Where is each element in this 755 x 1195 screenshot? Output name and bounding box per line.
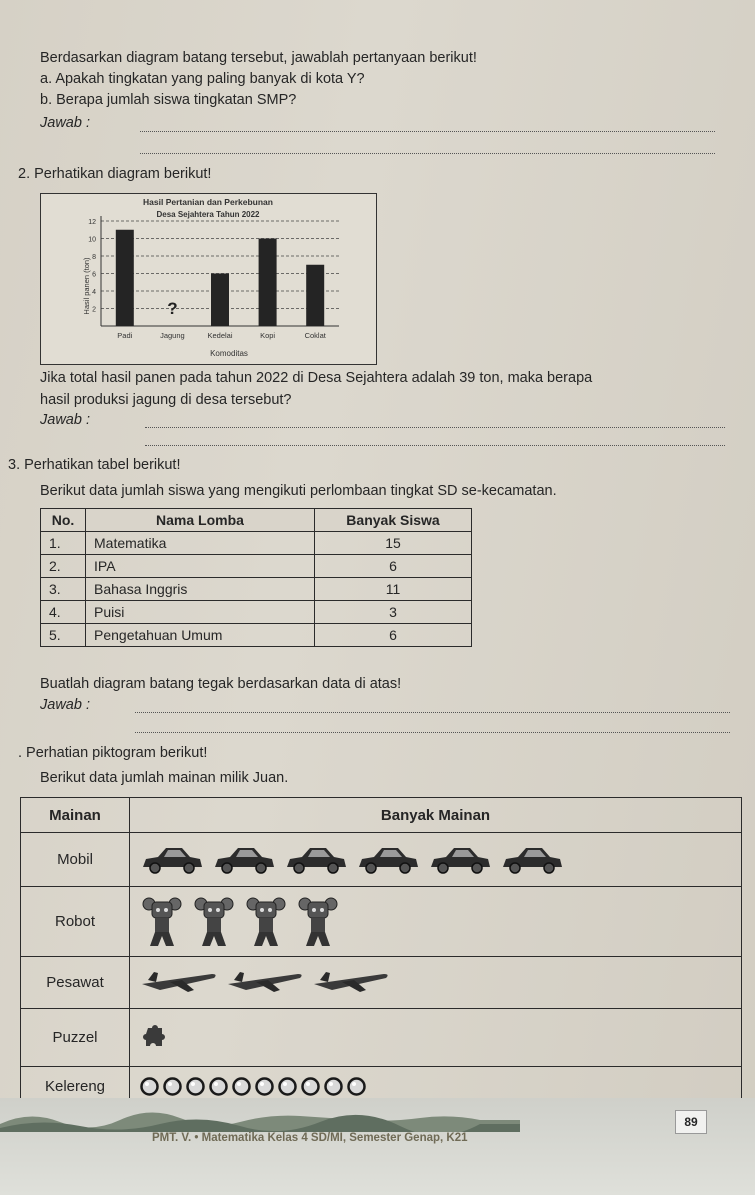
row-count: 6 xyxy=(315,624,472,647)
bar-chart-svg xyxy=(41,194,376,364)
robot-icon xyxy=(192,896,236,948)
chart-x-tick-label: Kedelai xyxy=(207,331,233,340)
pictogram-label-kelereng: Kelereng xyxy=(21,1067,130,1107)
q2-question-line-2: hasil produksi jagung di desa tersebut? xyxy=(40,392,292,408)
car-icon xyxy=(356,845,420,875)
pictogram-label-pesawat: Pesawat xyxy=(21,957,130,1009)
chart-x-tick-label: Kopi xyxy=(260,331,276,340)
marble-icon xyxy=(186,1077,205,1096)
page-footer xyxy=(0,1098,755,1195)
row-no: 5. xyxy=(41,624,86,647)
pictogram-header-mainan: Mainan xyxy=(21,798,130,833)
robot-icon xyxy=(140,896,184,948)
row-lomba: Puisi xyxy=(86,601,315,624)
q2-answer-label: Jawab : xyxy=(40,412,90,428)
lomba-header-name: Nama Lomba xyxy=(86,509,315,532)
lomba-header-count: Banyak Siswa xyxy=(315,509,472,532)
chart-y-label: Hasil panen (ton) xyxy=(82,257,91,315)
q3-answer-line-1[interactable] xyxy=(135,712,730,713)
marble-icon xyxy=(232,1077,251,1096)
pictogram-label-mobil: Mobil xyxy=(21,833,130,887)
chart-y-tick-label: 6 xyxy=(92,271,96,279)
chart-bar xyxy=(306,265,324,326)
q4-heading: . Perhatian piktogram berikut! xyxy=(18,745,208,761)
chart-y-tick-label: 4 xyxy=(92,289,96,296)
q1-part-b: b. Berapa jumlah siswa tingkatan SMP? xyxy=(40,92,297,108)
row-lomba: IPA xyxy=(86,555,315,578)
marble-icon xyxy=(255,1077,274,1096)
pictogram-icons-robot xyxy=(140,896,731,948)
chart-y-tick-label: 12 xyxy=(88,219,96,226)
airplane-icon xyxy=(226,968,304,998)
marble-icon xyxy=(140,1077,159,1096)
pictogram-label-robot: Robot xyxy=(21,887,130,957)
chart-x-tick-label: Jagung xyxy=(160,331,185,340)
pictogram-table xyxy=(20,797,742,1107)
row-lomba: Matematika xyxy=(86,532,315,555)
q1-answer-label: Jawab : xyxy=(40,115,90,131)
chart-bar xyxy=(211,274,229,327)
q1-part-a: a. Apakah tingkatan yang paling banyak di kota Y? xyxy=(40,71,365,87)
marble-icon xyxy=(163,1077,182,1096)
chart-x-label: Komoditas xyxy=(210,349,248,358)
row-count: 11 xyxy=(315,578,472,601)
chart-bar xyxy=(259,239,277,327)
robot-icon xyxy=(244,896,288,948)
q2-heading: 2. Perhatikan diagram berikut! xyxy=(18,166,212,182)
puzzle-icon xyxy=(140,1022,170,1054)
chart-subtitle: Desa Sejahtera Tahun 2022 xyxy=(156,210,260,219)
row-lomba: Pengetahuan Umum xyxy=(86,624,315,647)
car-icon xyxy=(500,845,564,875)
airplane-icon xyxy=(140,968,218,998)
pictogram-icons-puzzel xyxy=(140,1022,731,1054)
marble-icon xyxy=(209,1077,228,1096)
chart-y-tick-label: 10 xyxy=(88,236,96,244)
marble-icon xyxy=(278,1077,297,1096)
row-no: 3. xyxy=(41,578,86,601)
q1-answer-line-2[interactable] xyxy=(140,153,715,154)
chart-title: Hasil Pertanian dan Perkebunan xyxy=(143,197,273,207)
row-lomba: Bahasa Inggris xyxy=(86,578,315,601)
pictogram-header xyxy=(21,798,742,833)
car-icon xyxy=(140,845,204,875)
q4-intro: Berikut data jumlah mainan milik Juan. xyxy=(40,770,289,786)
bar-chart xyxy=(40,193,377,365)
chart-y-tick-label: 8 xyxy=(92,254,96,261)
robot-icon xyxy=(296,896,340,948)
table-row xyxy=(21,887,742,957)
marble-icon xyxy=(347,1077,366,1096)
airplane-icon xyxy=(312,968,390,998)
table-row xyxy=(21,1009,742,1067)
q2-question-line-1: Jika total hasil panen pada tahun 2022 di Desa Sejahtera adalah 39 ton, maka berapa xyxy=(40,370,593,386)
chart-y-tick-label: 2 xyxy=(92,306,96,314)
q2-answer-line-1[interactable] xyxy=(145,427,725,428)
chart-x-tick-label: Coklat xyxy=(304,331,326,340)
lomba-table-header xyxy=(41,509,472,532)
table-row xyxy=(41,555,472,578)
chart-x-tick-label: Padi xyxy=(117,331,133,340)
page-number: 89 xyxy=(675,1110,707,1134)
row-no: 4. xyxy=(41,601,86,624)
q3-answer-line-2[interactable] xyxy=(135,732,730,733)
q3-intro: Berikut data jumlah siswa yang mengikuti perlombaan tingkat SD se-kecamatan. xyxy=(40,483,557,499)
marble-icon xyxy=(301,1077,320,1096)
footer-decoration-icon xyxy=(0,1106,520,1132)
pictogram-icons-kelereng xyxy=(140,1077,731,1096)
q3-instruction: Buatlah diagram batang tegak berdasarkan data di atas! xyxy=(40,676,402,692)
car-icon xyxy=(428,845,492,875)
table-row xyxy=(21,833,742,887)
table-row xyxy=(41,532,472,555)
table-row xyxy=(41,601,472,624)
q2-answer-line-2[interactable] xyxy=(145,445,725,446)
marble-icon xyxy=(324,1077,343,1096)
footer-text: PMT. V. • Matematika Kelas 4 SD/MI, Semester Genap, K21 xyxy=(152,1132,468,1144)
row-count: 15 xyxy=(315,532,472,555)
row-no: 1. xyxy=(41,532,86,555)
pictogram-icons-pesawat xyxy=(140,968,731,998)
chart-unknown-label: ? xyxy=(167,298,178,318)
pictogram-icons-mobil xyxy=(140,845,731,875)
lomba-table xyxy=(40,508,472,647)
row-count: 6 xyxy=(315,555,472,578)
row-count: 3 xyxy=(315,601,472,624)
table-row xyxy=(21,957,742,1009)
table-row xyxy=(41,624,472,647)
car-icon xyxy=(212,845,276,875)
pictogram-label-puzzel: Puzzel xyxy=(21,1009,130,1067)
lomba-header-no: No. xyxy=(41,509,86,532)
car-icon xyxy=(284,845,348,875)
chart-bar xyxy=(116,230,134,326)
table-row xyxy=(41,578,472,601)
row-no: 2. xyxy=(41,555,86,578)
pictogram-header-banyak: Banyak Mainan xyxy=(130,798,742,833)
q1-answer-line-1[interactable] xyxy=(140,131,715,132)
q3-answer-label: Jawab : xyxy=(40,697,90,713)
q3-heading: 3. Perhatikan tabel berikut! xyxy=(8,457,181,473)
q1-intro: Berdasarkan diagram batang tersebut, jawablah pertanyaan berikut! xyxy=(40,50,477,66)
